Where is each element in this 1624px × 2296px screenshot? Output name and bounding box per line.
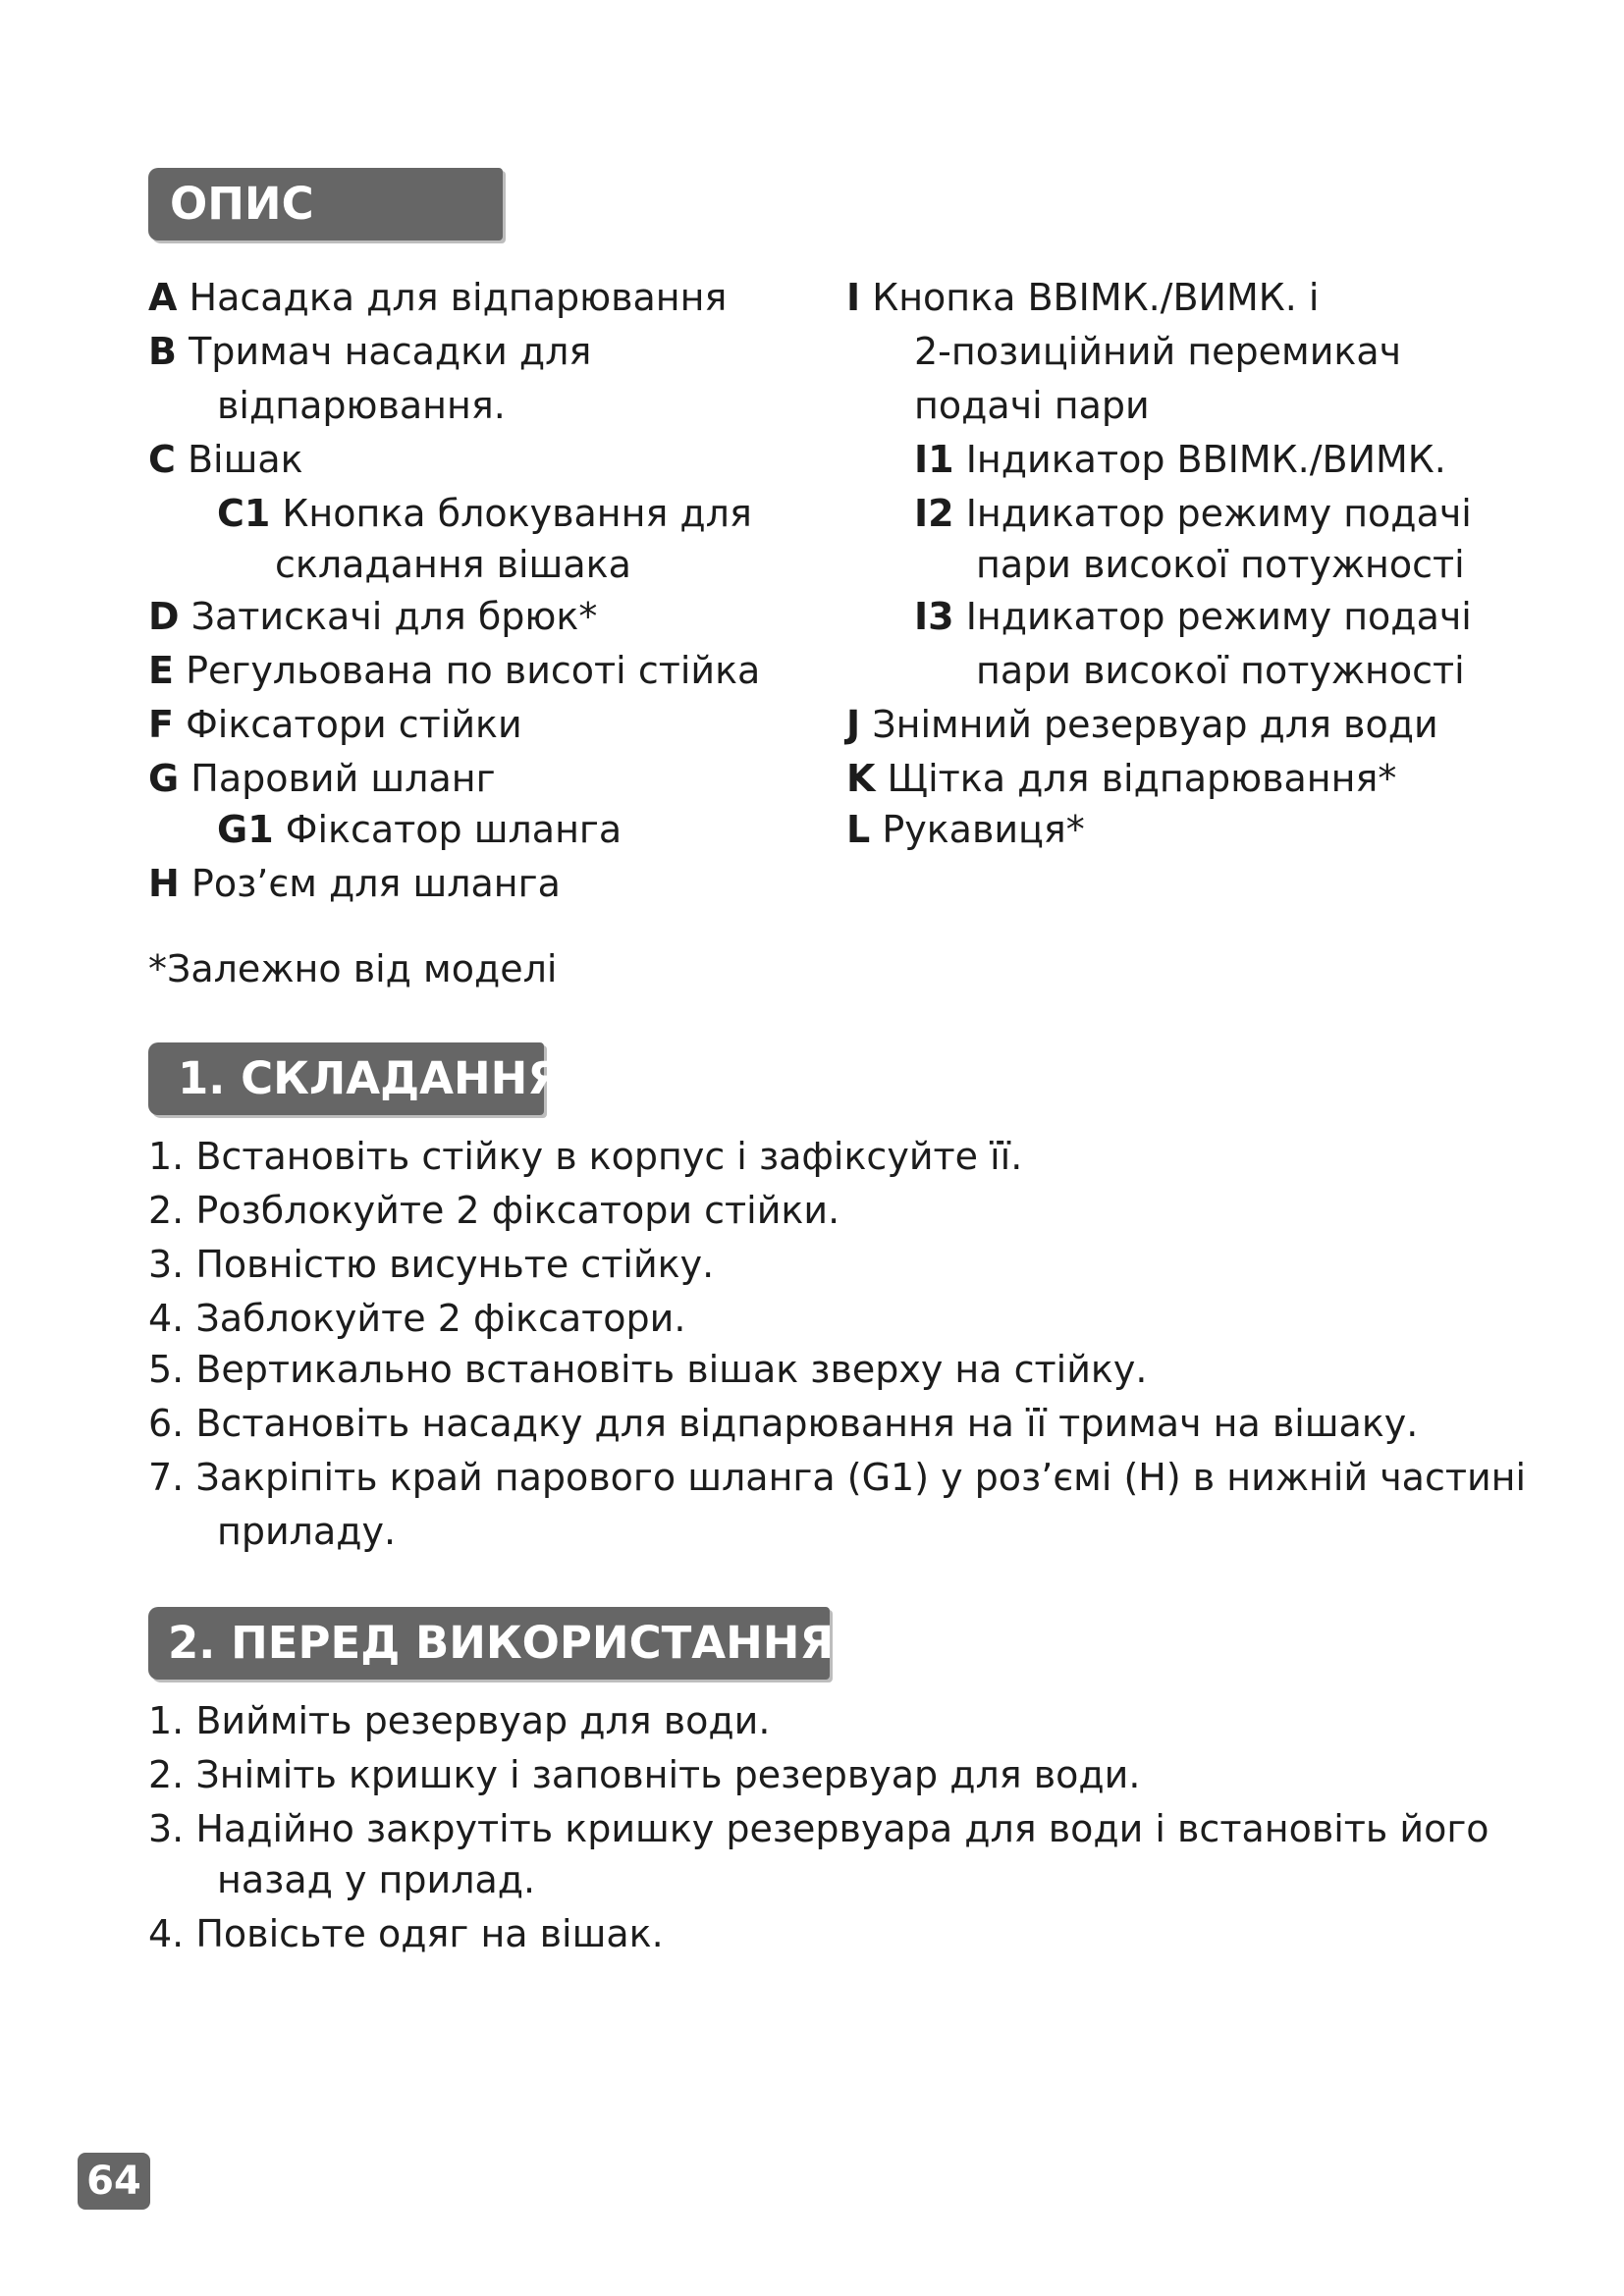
part-item-i3-continued: пари високої потужності	[976, 649, 1465, 692]
before-use-step-3: 3. Надійно закрутіть кришку резервуара для води і встановіть його	[148, 1807, 1489, 1850]
part-item-i1: I1 Індикатор ВВІМК./ВИМК.	[914, 438, 1446, 481]
part-item-d: D Затискачі для брюк*	[148, 595, 598, 638]
part-item-i3: I3 Індикатор режиму подачі	[914, 595, 1472, 638]
assembly-step-6: 6. Встановіть насадку для відпарювання на її тримач на вішаку.	[148, 1402, 1419, 1445]
before-use-step-1: 1. Вийміть резервуар для води.	[148, 1699, 771, 1742]
part-item-c1-continued: складання вішака	[275, 543, 631, 586]
part-item-l: L Рукавиця*	[846, 808, 1085, 851]
part-item-k: K Щітка для відпарювання*	[846, 757, 1397, 800]
part-item-b: B Тримач насадки для	[148, 330, 592, 373]
part-item-i2: I2 Індикатор режиму подачі	[914, 492, 1472, 535]
page-number: 64	[78, 2153, 150, 2210]
part-item-h: H Роз’єм для шланга	[148, 862, 561, 905]
before-use-step-4: 4. Повісьте одяг на вішак.	[148, 1912, 664, 1955]
before-use-step-2: 2. Зніміть кришку і заповніть резервуар для води.	[148, 1753, 1141, 1796]
section-heading-assembly: 1. СКЛАДАННЯ	[148, 1042, 544, 1115]
part-item-j: J Знімний резервуар для води	[846, 703, 1438, 746]
assembly-step-5: 5. Вертикально встановіть вішак зверху на стійку.	[148, 1348, 1148, 1391]
section-heading-before-use: 2. ПЕРЕД ВИКОРИСТАННЯМ	[148, 1607, 830, 1680]
part-item-i2-continued: пари високої потужності	[976, 543, 1465, 586]
part-item-g: G Паровий шланг	[148, 757, 496, 800]
footnote: *Залежно від моделі	[148, 947, 558, 990]
section-heading-description: ОПИС	[148, 168, 503, 240]
before-use-step-3-continued: назад у прилад.	[217, 1858, 536, 1901]
assembly-step-1: 1. Встановіть стійку в корпус і зафіксуйте її.	[148, 1135, 1023, 1178]
part-item-c1: C1 Кнопка блокування для	[217, 492, 752, 535]
assembly-step-7: 7. Закріпіть край парового шланга (G1) у роз’ємі (H) в нижній частині	[148, 1456, 1527, 1499]
part-item-a: A Насадка для відпарювання	[148, 276, 728, 319]
part-item-c: C Вішак	[148, 438, 303, 481]
part-item-i: I Кнопка ВВІМК./ВИМК. і	[846, 276, 1320, 319]
assembly-step-4: 4. Заблокуйте 2 фіксатори.	[148, 1297, 686, 1340]
part-item-i-continued-2: подачі пари	[914, 384, 1150, 427]
part-item-e: E Регульована по висоті стійка	[148, 649, 761, 692]
part-item-g1: G1 Фіксатор шланга	[217, 808, 623, 851]
assembly-step-2: 2. Розблокуйте 2 фіксатори стійки.	[148, 1189, 840, 1232]
part-item-i-continued-1: 2-позиційний перемикач	[914, 330, 1402, 373]
part-item-b-continued: відпарювання.	[217, 384, 506, 427]
part-item-f: F Фіксатори стійки	[148, 703, 522, 746]
assembly-step-3: 3. Повністю висуньте стійку.	[148, 1243, 715, 1286]
assembly-step-7-continued: приладу.	[217, 1510, 397, 1553]
